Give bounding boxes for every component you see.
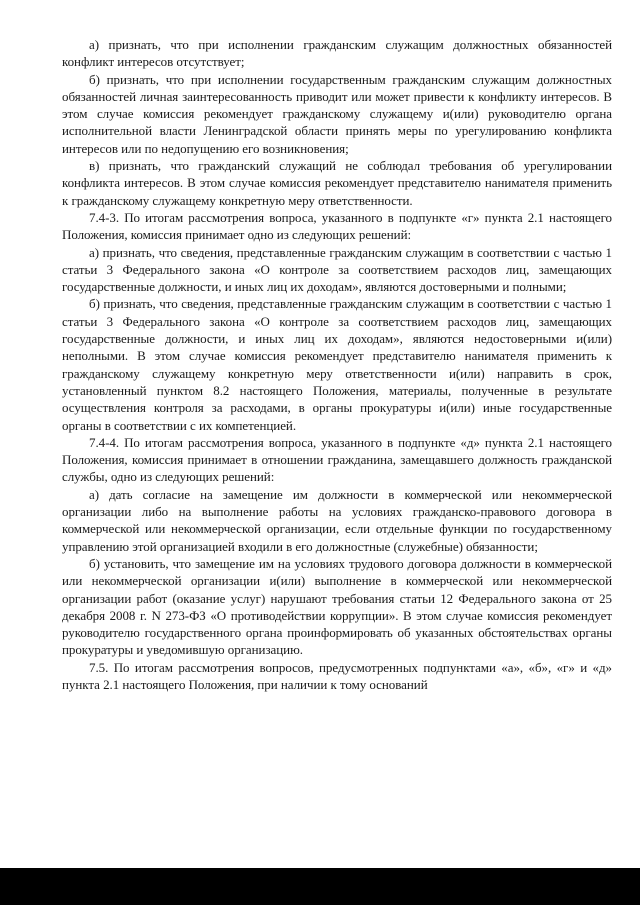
- paragraph-7-4-4-b: б) установить, что замещение им на условиях трудового договора должности в коммерческой или некоммерческой организации и(или) выполнение в коммерческой или некоммерческой организации работ (оказание услуг) нарушают требования статьи 12 Федерального закона от 25 декабря 2008 г. N 273-ФЗ «О противодействии коррупции». В этом случае комиссия рекомендует руководителю государственного органа проинформировать об указанных обстоятельствах органы прокуратуры и уведомившую организацию.: [62, 555, 612, 658]
- paragraph-7-5: 7.5. По итогам рассмотрения вопросов, предусмотренных подпунктами «а», «б», «г» и «д» пункта 2.1 настоящего Положения, при наличии к тому оснований: [62, 659, 612, 692]
- paragraph-7-4-2-a: а) признать, что при исполнении гражданским служащим должностных обязанностей конфликт интересов отсутствует;: [62, 37, 612, 70]
- document-body: [62, 36, 612, 693]
- paragraph-7-4-3: 7.4-3. По итогам рассмотрения вопроса, указанного в подпункте «г» пункта 2.1 настоящего Положения, комиссия принимает одно из следующих решений:: [62, 209, 612, 243]
- scan-border-bar: [0, 868, 640, 905]
- paragraph-7-4-3-b: б) признать, что сведения, представленные гражданским служащим в соответствии с частью 1 статьи 3 Федерального закона «О контроле за соответствием расходов лиц, замещающих государственные должности, и иных лиц их доходам», являются недостоверными и(или) неполными. В этом случае комиссия рекомендует представителю нанимателя применить к гражданскому служащему конкретную меру ответственности и(или) направить в срок, установленный пунктом 8.2 настоящего Положения, материалы, полученные в результате осуществления контроля за расходами, в органы прокуратуры и(или) иные государственные органы в соответствии с их компетенцией.: [62, 296, 612, 433]
- paragraph-7-4-4-a: а) дать согласие на замещение им должности в коммерческой или некоммерческой организации либо на выполнение работы на условиях гражданско-правового договора в коммерческой или некоммерческой организации, если отдельные функции по государственному управлению этой организацией входили в его должностные (служебные) обязанности;: [62, 486, 612, 554]
- paragraph-7-4-2-v: в) признать, что гражданский служащий не соблюдал требования об урегулировании конфликта интересов. В этом случае комиссия рекомендует представителю нанимателя применить к гражданскому служащему конкретную меру ответственности.: [62, 158, 612, 208]
- paragraph-7-4-2-b: б) признать, что при исполнении государственным гражданским служащим должностных обязанностей личная заинтересованность приводит или может привести к конфликту интересов. В этом случае комиссия рекомендует гражданскому служащему и(или) руководителю органа исполнительной власти Ленинградской области принять меры по урегулированию конфликта интересов или по недопущению его возникновения;: [62, 71, 612, 156]
- paragraph-7-4-3-a: а) признать, что сведения, представленные гражданским служащим в соответствии с частью 1 статьи 3 Федерального закона «О контроле за соответствием расходов лиц, замещающих государственные должности, и иных лиц их доходам», являются достоверными и полными;: [62, 244, 612, 295]
- paragraph-7-4-4: 7.4-4. По итогам рассмотрения вопроса, указанного в подпункте «д» пункта 2.1 настоящего Положения, комиссия принимает в отношении гражданина, замещавшего должность гражданской службы, одно из следующих решений:: [62, 434, 612, 485]
